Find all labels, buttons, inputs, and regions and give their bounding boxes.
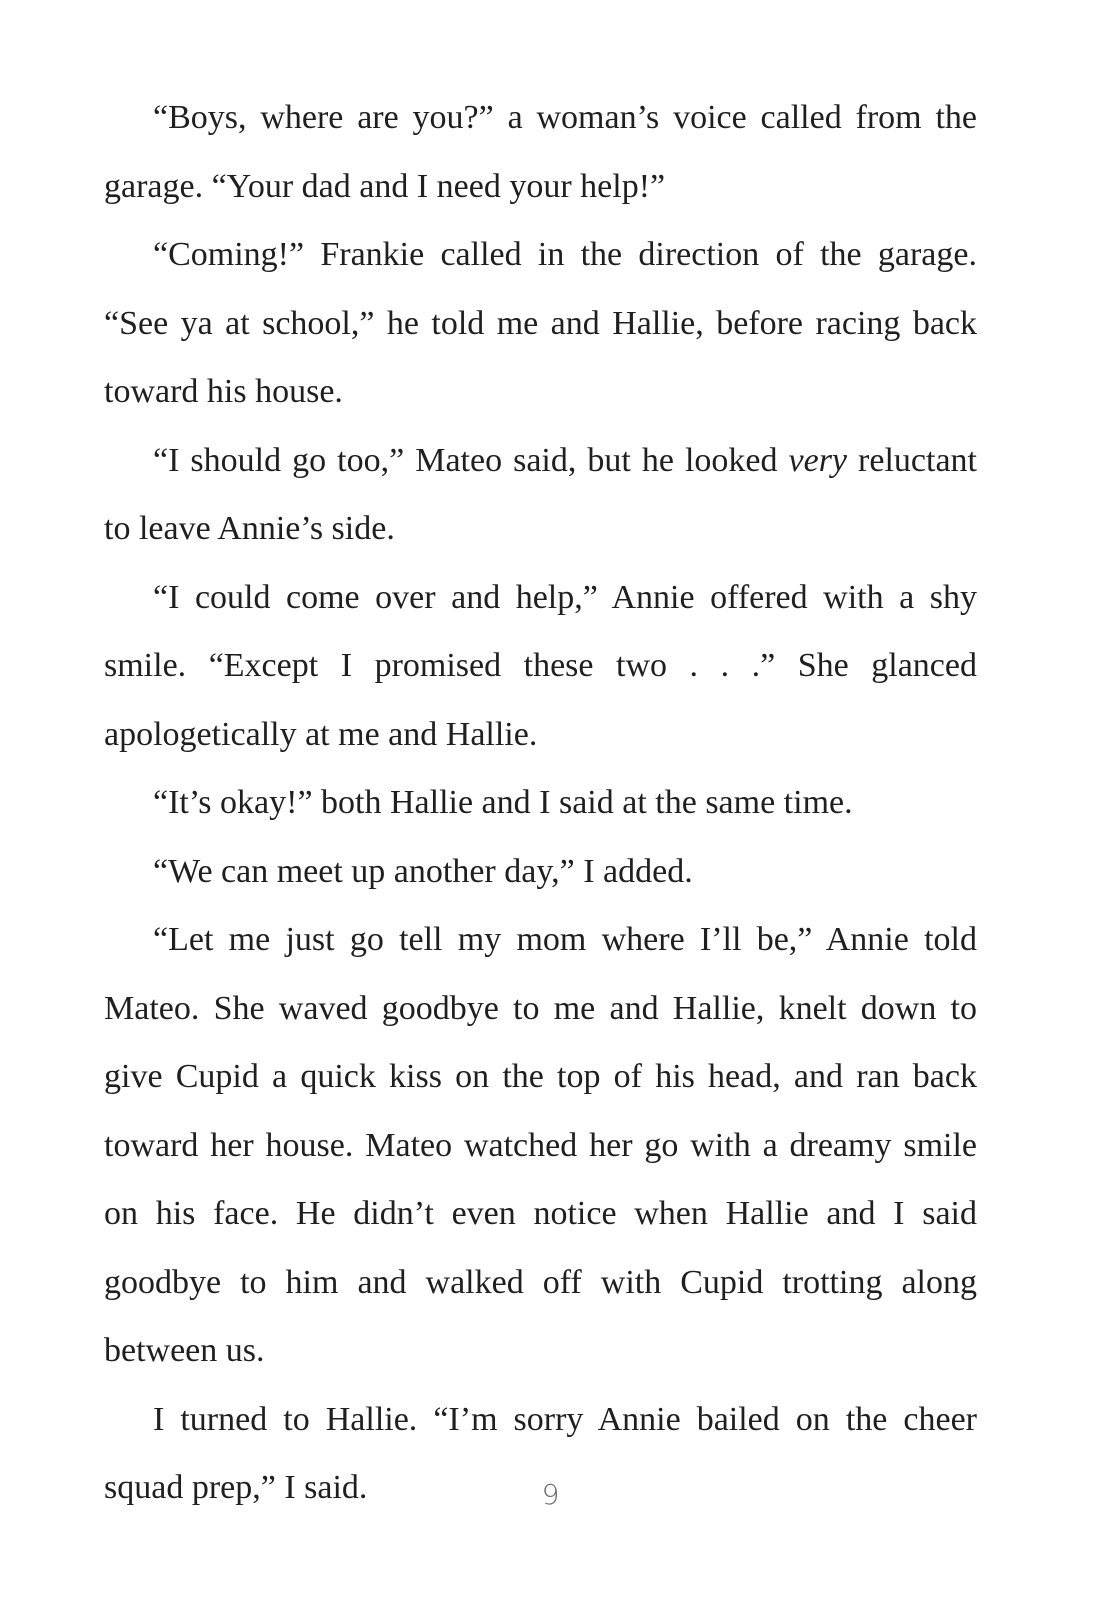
paragraph-7: “Let me just go tell my mom where I’ll be,” Annie told Mateo. She waved goodbye to me and Hallie, knelt down to give Cupid a quick kiss on the top of his head, and ran back toward her house. Mateo watched her go with a dreamy smile on his face. He didn’t even notice when Hallie and I said goodbye to him and walked off with Cupid trotting along between us. bbox=[104, 921, 977, 1369]
paragraph-2: “Coming!” Frankie called in the direction of the garage. “See ya at school,” he told me and Hallie, before racing back toward his house. bbox=[104, 236, 977, 410]
paragraph-5: “It’s okay!” both Hallie and I said at the same time. bbox=[153, 784, 853, 821]
paragraph-8: I turned to Hallie. “I’m sorry Annie bailed on the cheer squad prep,” I said. bbox=[104, 1400, 977, 1506]
emphasis-word: very bbox=[788, 441, 848, 479]
paragraph-1: “Boys, where are you?” a woman’s voice called from the garage. “Your dad and I need your help!” bbox=[104, 99, 977, 205]
paragraph-4: “I could come over and help,” Annie offered with a shy smile. “Except I promised these two . . .” She glanced apologetically at me and Hallie. bbox=[104, 578, 977, 753]
page-number: 9 bbox=[541, 1478, 560, 1511]
page-body bbox=[104, 84, 977, 1523]
paragraph-3-text-before: “I should go too,” Mateo said, but he looked bbox=[153, 441, 789, 479]
paragraph-3 bbox=[104, 427, 977, 564]
paragraph-6: “We can meet up another day,” I added. bbox=[153, 852, 693, 890]
paragraph-3-text-after: reluctant to leave Annie’s side. bbox=[104, 441, 977, 547]
